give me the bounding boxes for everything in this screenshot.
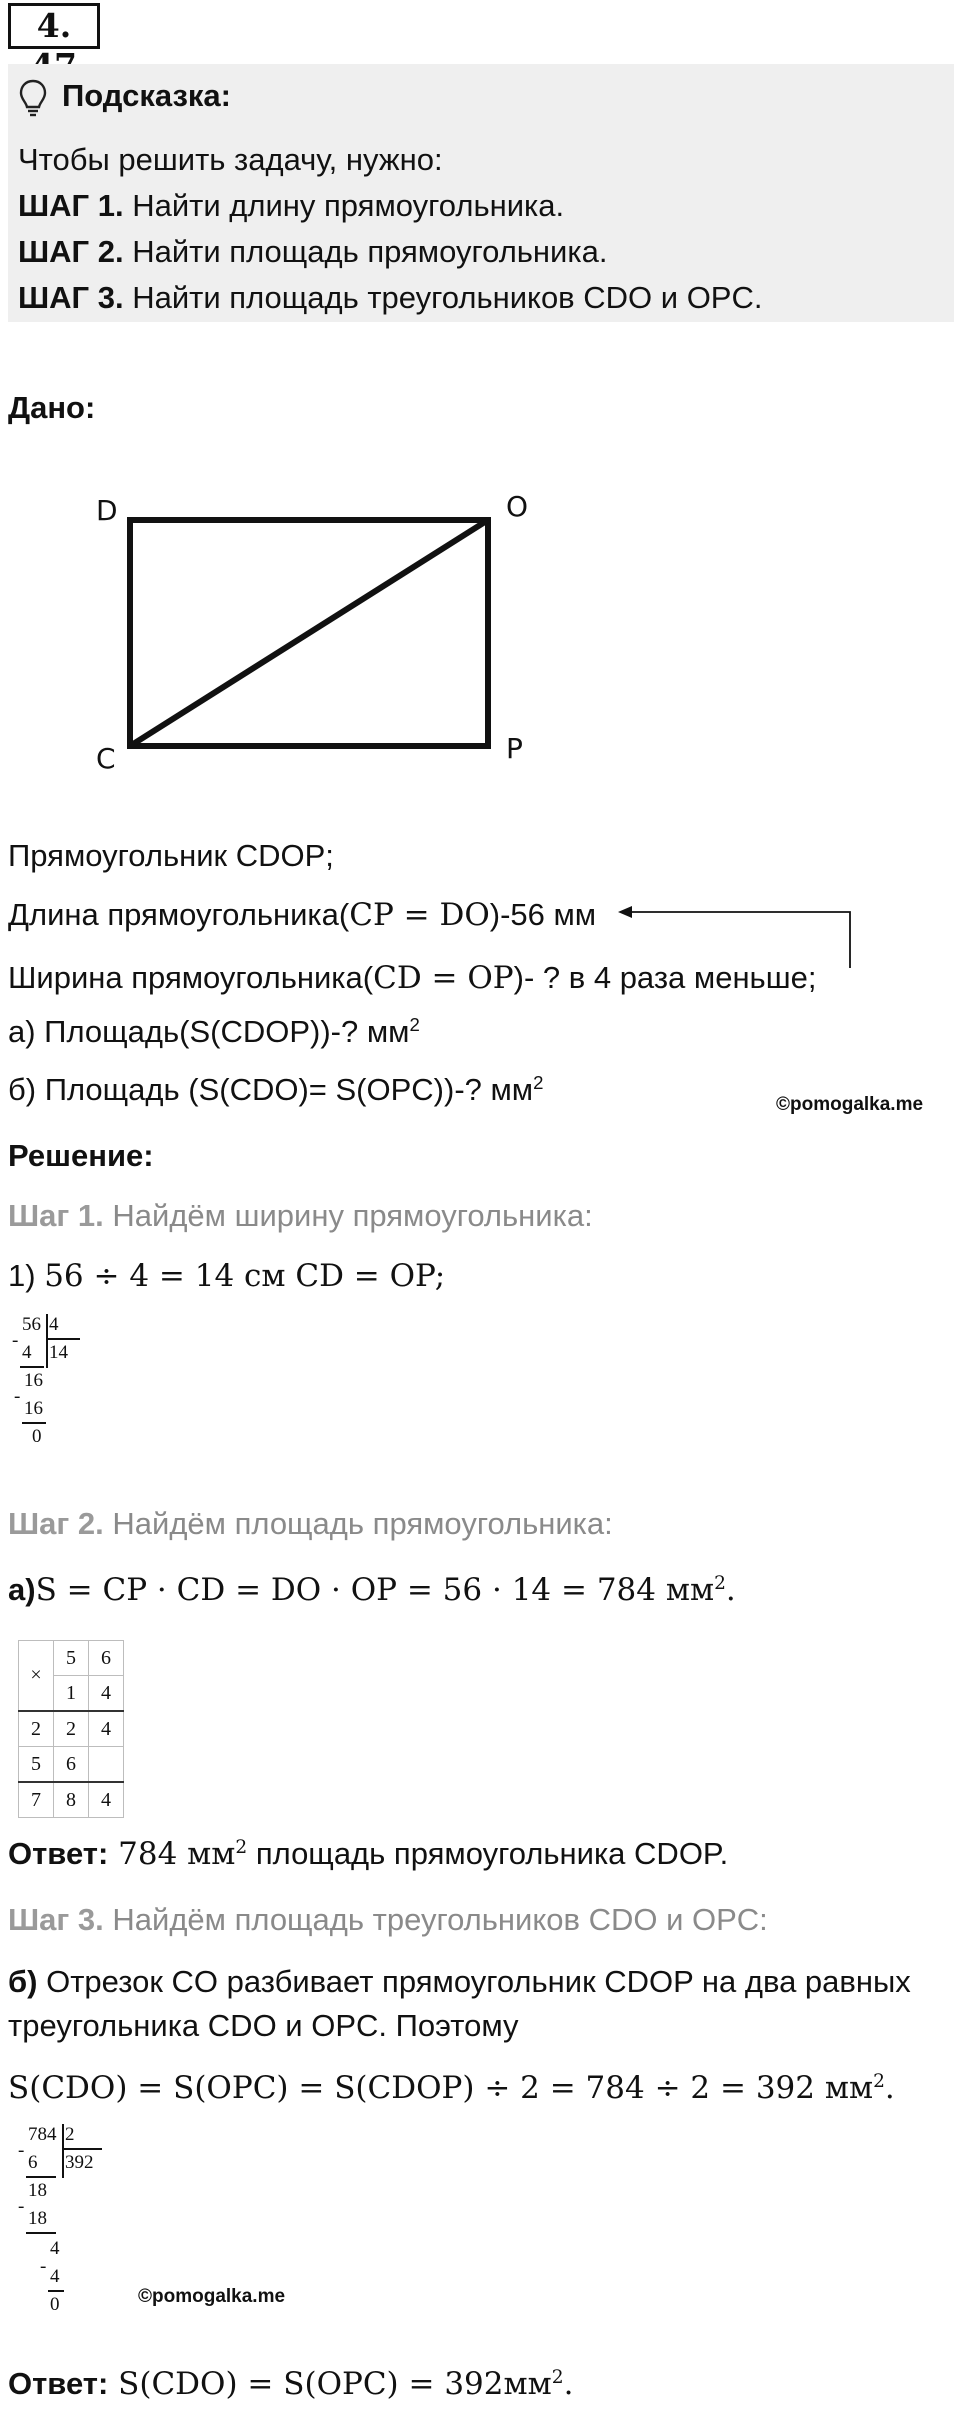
given-heading: Дано: <box>8 390 96 425</box>
relation-arrow <box>610 900 860 990</box>
step3-text-1: б) Отрезок CO разбивает прямоугольник CDOP на два равных <box>8 1964 911 1999</box>
division-784-by-2: 784 2 392 - 6 18 - 18 4 - 4 0 <box>14 2118 114 2338</box>
step2-heading: Шаг 2. Найдём площадь прямоугольника: <box>8 1506 613 1541</box>
vertex-o: O <box>506 490 529 523</box>
hint-box <box>8 64 954 322</box>
given-line-2: Длина прямоугольника(CP = DO)-56 мм <box>8 897 597 933</box>
multiplication-grid: × 5 6 1 4 2 2 4 5 6 7 8 4 <box>18 1640 124 1818</box>
hint-title: Подсказка: <box>62 78 231 113</box>
vertex-d: D <box>96 494 118 527</box>
step2-calc: а)S = CP · CD = DO · OP = 56 · 14 = 784 $мм^2$. <box>8 1572 736 1608</box>
step3-text-2: треугольника CDO и OPC. Поэтому <box>8 2008 519 2043</box>
step1-heading: Шаг 1. Найдём ширину прямоугольника: <box>8 1198 593 1233</box>
watermark: ©pomogalka.me <box>776 1094 924 1115</box>
hint-step-1: ШАГ 1. Найти длину прямоугольника. <box>18 188 565 223</box>
step3-answer: Ответ: $S(CDO) = S(OPC) = 392мм^2$. <box>8 2366 574 2402</box>
problem-number: 4. <box>8 3 100 49</box>
hint-step-2: ШАГ 2. Найти площадь прямоугольника. <box>18 234 608 269</box>
step2-answer: Ответ: 784 $мм^2$ площадь прямоугольника CDOP. <box>8 1836 729 1872</box>
given-line-5: б) Площадь (S(CDO)= S(OPC))-? $мм^2$ <box>8 1071 544 1107</box>
step3-calc: S(CDO) = S(OPC) = S(CDOP) ÷ 2 = 784 ÷ 2 = 392 $мм^2$. <box>8 2070 895 2106</box>
watermark-bottom: ©pomogalka.me <box>138 2286 286 2307</box>
vertex-c: C <box>96 742 116 775</box>
given-line-4: а) Площадь(S(CDOP))-? $мм^2$ <box>8 1013 420 1049</box>
given-line-3: Ширина прямоугольника(CD = OP)- ? в 4 раза меньше; <box>8 960 817 996</box>
division-56-by-4: 56 4 14 - 4 16 - 16 0 <box>10 1308 90 1458</box>
hint-intro: Чтобы решить задачу, нужно: <box>18 142 443 177</box>
given-line-1: Прямоугольник CDOP; <box>8 838 334 873</box>
lightbulb-icon <box>18 78 48 118</box>
vertex-p: P <box>506 732 523 765</box>
diagonal-co <box>130 520 488 746</box>
rectangle-figure <box>80 480 540 780</box>
hint-step-3: ШАГ 3. Найти площадь треугольников CDO и OPC. <box>18 280 763 315</box>
step3-heading: Шаг 3. Найдём площадь треугольников CDO и OPC: <box>8 1902 768 1937</box>
step1-calc: 1) 56 ÷ 4 = 14 см CD = OP; <box>8 1258 446 1294</box>
solution-heading: Решение: <box>8 1138 154 1173</box>
